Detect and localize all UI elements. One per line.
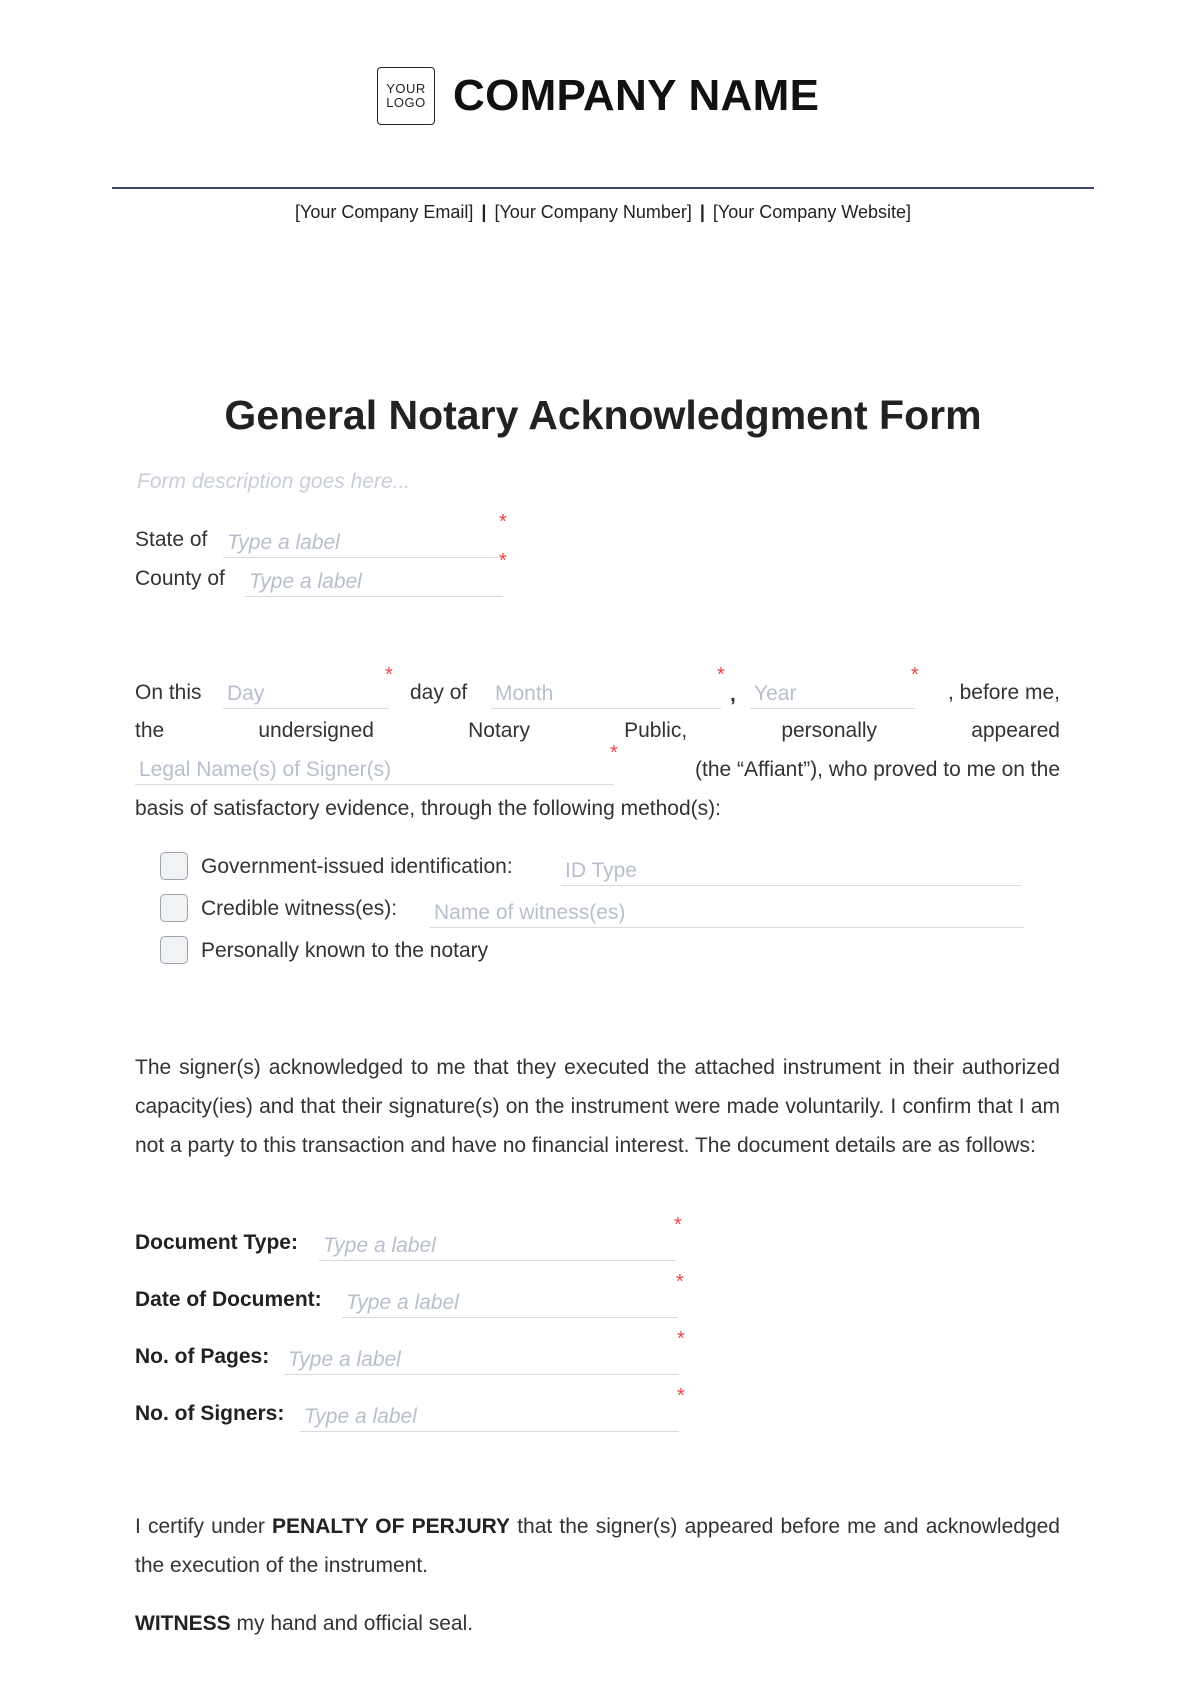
separator: | (481, 202, 487, 222)
page-count-label: No. of Pages: (135, 1345, 270, 1368)
witness-statement (135, 1610, 473, 1638)
word: the (135, 719, 165, 742)
document-date-label: Date of Document: (135, 1288, 322, 1311)
county-input[interactable]: Type a label (245, 568, 503, 597)
required-mark: * (677, 1328, 685, 1350)
company-number: [Your Company Number] (494, 202, 692, 222)
certify-text-before: I certify under (135, 1515, 265, 1538)
word: undersigned (258, 719, 374, 742)
on-this-text: On this (135, 681, 202, 704)
signer-name-input[interactable]: Legal Name(s) of Signer(s) (135, 756, 614, 785)
personally-known-checkbox[interactable] (160, 936, 188, 964)
word: appeared (971, 719, 1060, 742)
document-type-input[interactable]: Type a label (319, 1232, 676, 1261)
month-input[interactable]: Month (491, 680, 721, 709)
year-input[interactable]: Year (750, 680, 915, 709)
county-label: County of (135, 567, 225, 590)
required-mark: * (499, 511, 507, 533)
perjury-certification (135, 1507, 1060, 1585)
state-label: State of (135, 528, 208, 551)
company-name: COMPANY NAME (453, 71, 820, 120)
gov-id-label: Government-issued identification: (201, 855, 513, 878)
signer-count-label: No. of Signers: (135, 1402, 285, 1425)
required-mark: * (499, 550, 507, 572)
word: Notary (468, 719, 530, 742)
required-mark: * (610, 742, 618, 764)
required-mark: * (717, 664, 725, 686)
perjury-emphasis: PENALTY OF PERJURY (272, 1515, 511, 1538)
required-mark: * (677, 1385, 685, 1407)
acknowledgment-paragraph: The signer(s) acknowledged to me that they executed the attached instrument in their authorized capacity(ies) and that their signature(s) on the instrument were made voluntarily. I confirm that I am not a party to this transaction and have no financial interest. The document details are as follows: (135, 1056, 1060, 1157)
document-date-input[interactable]: Type a label (342, 1289, 678, 1318)
day-of-text: day of (410, 681, 468, 704)
page-count-input[interactable]: Type a label (284, 1346, 679, 1375)
form-description[interactable]: Form description goes here... (137, 470, 411, 493)
gov-id-checkbox[interactable] (160, 852, 188, 880)
word: Public, (624, 719, 688, 742)
state-input[interactable]: Type a label (223, 529, 503, 558)
affiant-text: (the “Affiant”), who proved to me on the (695, 758, 1060, 781)
certify-text-after: that the signer(s) appeared before me and acknowledged the execution of the instrument. (135, 1515, 1060, 1577)
witness-statement-rest: my hand and official seal. (236, 1612, 474, 1635)
notary-line (135, 717, 1060, 745)
credible-witness-checkbox[interactable] (160, 894, 188, 922)
personally-known-label: Personally known to the notary (201, 939, 489, 962)
required-mark: * (385, 664, 393, 686)
company-email: [Your Company Email] (294, 202, 474, 222)
word: personally (781, 719, 878, 742)
document-type-label: Document Type: (135, 1231, 298, 1254)
company-website: [Your Company Website] (712, 202, 912, 222)
required-mark: * (911, 664, 919, 686)
logo-text-line1: YOUR (386, 81, 426, 96)
basis-text: basis of satisfactory evidence, through the following method(s): (135, 797, 721, 820)
credible-witness-label: Credible witness(es): (201, 897, 398, 920)
company-contact-line (112, 200, 1094, 224)
logo-text-line2: LOGO (386, 95, 426, 110)
id-type-input[interactable]: ID Type (561, 857, 1021, 886)
required-mark: * (674, 1214, 682, 1236)
company-logo (377, 67, 435, 125)
required-mark: * (676, 1271, 684, 1293)
header-divider (112, 187, 1094, 189)
separator: | (699, 202, 705, 222)
before-me-text: , before me, (947, 681, 1060, 704)
witness-name-input[interactable]: Name of witness(es) (430, 899, 1024, 928)
form-title: General Notary Acknowledgment Form (224, 392, 982, 438)
comma: , (730, 683, 736, 706)
witness-emphasis: WITNESS (135, 1612, 231, 1635)
day-input[interactable]: Day (223, 680, 389, 709)
signer-count-input[interactable]: Type a label (300, 1403, 679, 1432)
